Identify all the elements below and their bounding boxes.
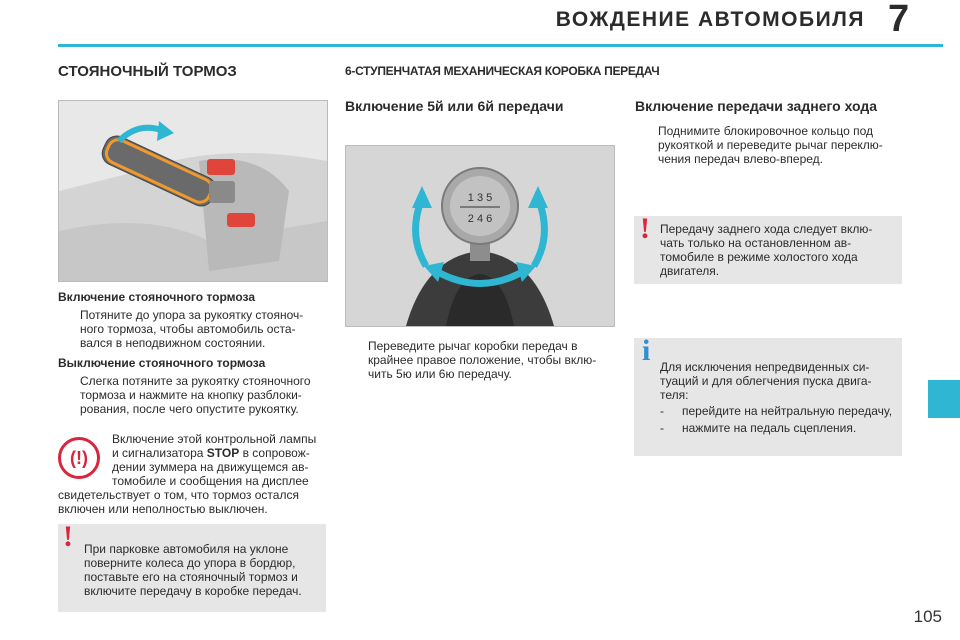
knob-numbers-top: 1 3 5 xyxy=(467,192,493,204)
chapter-title: ВОЖДЕНИЕ АВТОМОБИЛЯ xyxy=(555,8,865,31)
page-number: 105 xyxy=(913,607,942,626)
warning-lamp-text-a: Включение этой контрольной лампы и сигнализатора STOP в сопровож- дении зуммера на движущемся ав- томобиле и сообщения на дисплее xyxy=(112,432,317,488)
chapter-number: 7 xyxy=(888,0,910,40)
dash-bullet: - xyxy=(660,421,664,435)
gear56-text: Переведите рычаг коробки передач в крайнее правое положение, чтобы вклю- чить 5ю или 6ю передачу. xyxy=(368,339,597,381)
engage-brake-text: Потяните до упора за рукоятку стояноч- ного тормоза, чтобы автомобиль оста- вался в неподвижном состоянии. xyxy=(80,308,304,350)
release-brake-heading: Выключение стояночного тормоза xyxy=(58,356,266,370)
reverse-text: Поднимите блокировочное кольцо под рукояткой и переведите рычаг переклю- чения передач влево-вперед. xyxy=(658,124,883,166)
header-rule xyxy=(58,44,943,47)
engage-brake-heading: Включение стояночного тормоза xyxy=(58,290,255,304)
warning-exclamation-icon: ! xyxy=(640,212,650,245)
parking-note-text: При парковке автомобиля на уклоне поверните колеса до упора в бордюр, поставьте его на стояночный тормоз и включите передачу в коробке передач. xyxy=(84,542,302,598)
gear-shift-photo xyxy=(345,145,615,327)
reverse-warning-text: Передачу заднего хода следует вклю- чать только на остановленном ав- томобиле в режиме холостого хода двигателя. xyxy=(660,222,873,278)
gearbox-title: 6-СТУПЕНЧАТАЯ МЕХАНИЧЕСКАЯ КОРОБКА ПЕРЕДАЧ xyxy=(345,64,660,78)
knob-numbers-bottom: 2 4 6 xyxy=(467,213,493,225)
gear56-heading: Включение 5й или 6й передачи xyxy=(345,98,564,114)
chapter-side-tab xyxy=(928,380,960,418)
warning-exclamation-icon: ! xyxy=(63,520,73,553)
info-text: Для исключения непредвиденных си- туаций и для облегчения пуска двига- теля: xyxy=(660,360,872,402)
parking-brake-title: СТОЯНОЧНЫЙ ТОРМОЗ xyxy=(58,63,237,80)
info-item-neutral: перейдите на нейтральную передачу, xyxy=(682,404,893,418)
dash-bullet: - xyxy=(660,404,664,418)
info-item-clutch: нажмите на педаль сцепления. xyxy=(682,421,857,435)
warning-lamp-icon: (!) xyxy=(58,437,100,479)
release-brake-text: Слегка потяните за рукоятку стояночного тормоза и нажмите на кнопку разблоки- рования, после чего опустите рукоятку. xyxy=(80,374,311,416)
reverse-heading: Включение передачи заднего хода xyxy=(635,98,878,114)
info-icon: i xyxy=(642,334,651,367)
parking-brake-photo xyxy=(58,100,328,282)
warning-lamp-text-b: свидетельствует о том, что тормоз остался включен или неполностью выключен. xyxy=(58,488,299,516)
stop-label: STOP xyxy=(206,446,240,460)
